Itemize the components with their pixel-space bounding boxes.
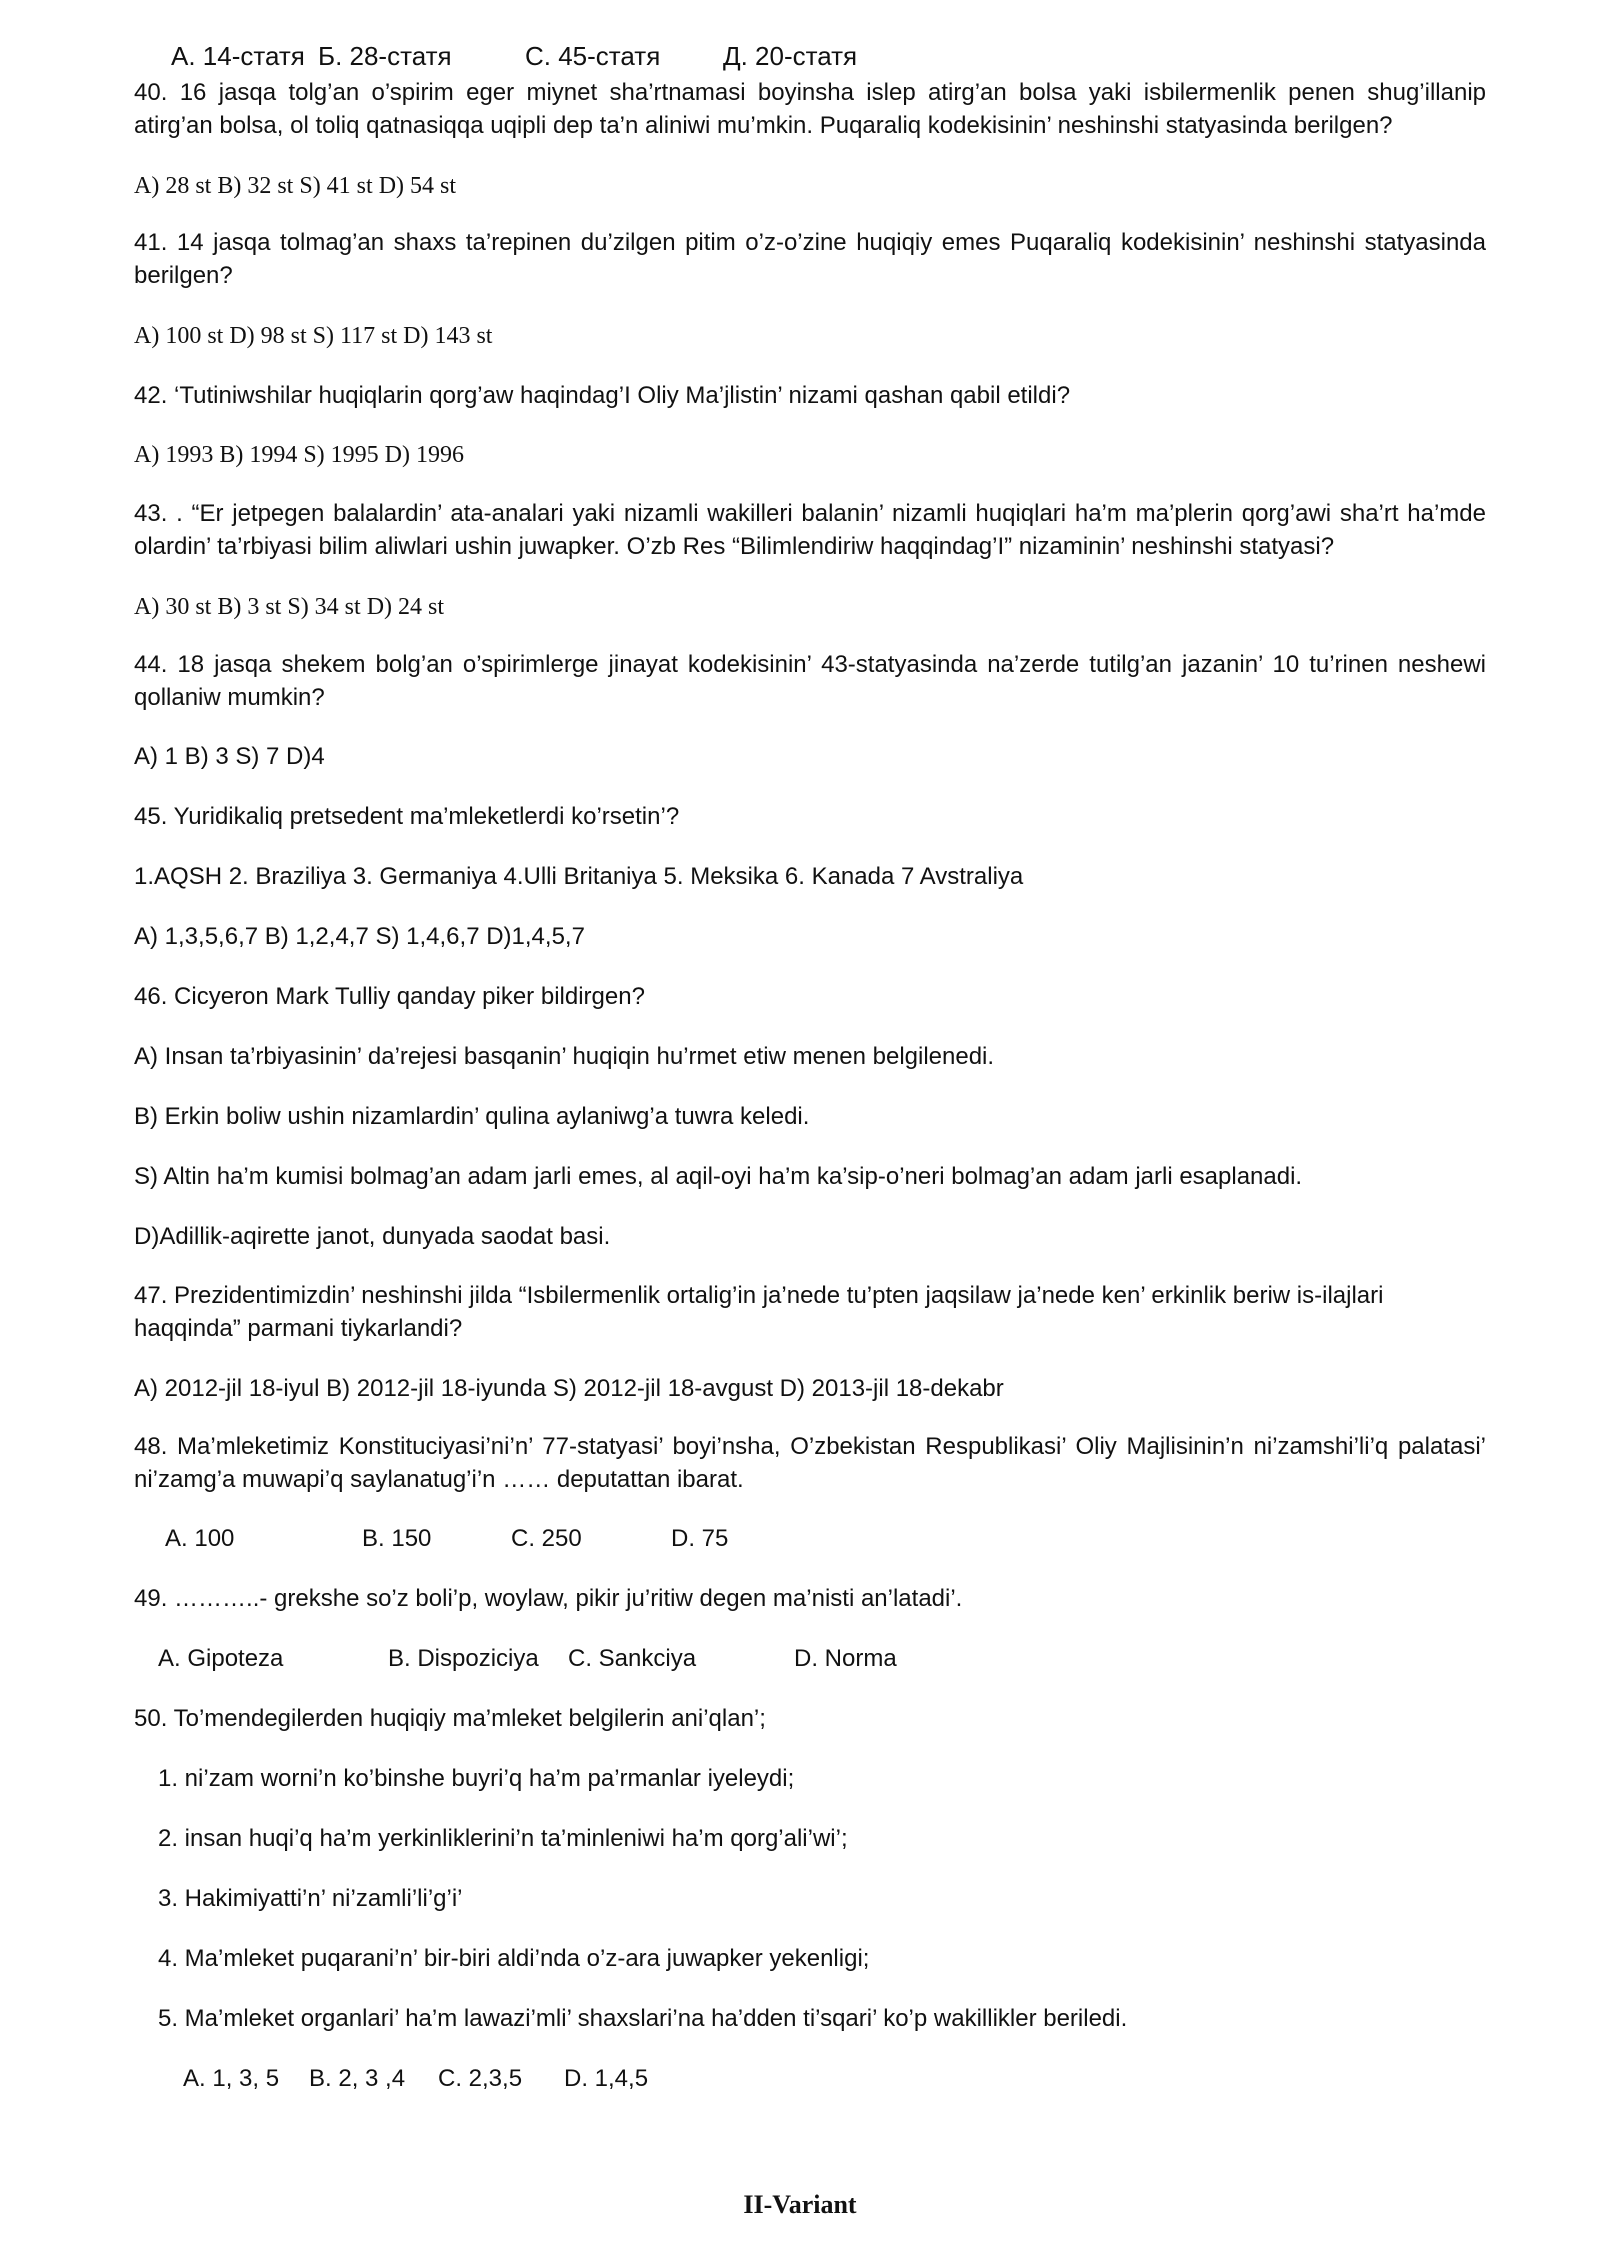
question-50-item-5: 5. Ma’mleket organlari’ ha’m lawazi’mli’ shaxslari’na ha’dden ti’sqari’ ko’p wakillikler beriledi. bbox=[158, 2005, 1128, 2032]
question-46-answer-s: S) Altin ha’m kumisi bolmag’an adam jarli emes, al aqil-oyi ha’m ka’sip-o’neri bolmag’an adam jarli esaplanadi. bbox=[134, 1163, 1303, 1190]
question-48-choice-b: B. 150 bbox=[362, 1525, 432, 1552]
question-48-choice-d: D. 75 bbox=[671, 1525, 729, 1552]
question-46-answer-a: A) Insan ta’rbiyasinin’ da’rejesi basqanin’ huqiqin hu’rmet etiw menen belgilenedi. bbox=[134, 1043, 995, 1070]
question-50-item-1: 1. ni’zam worni’n ko’binshe buyri’q ha’m pa’rmanlar iyeleydi; bbox=[158, 1765, 795, 1792]
question-41: 41. 14 jasqa tolmag’an shaxs ta’repinen du’zilgen pitim o’z-o’zine huqiqiy emes Puqaraliq kodekisinin’ neshinshi statyasinda berilgen? bbox=[134, 229, 1486, 289]
question-50-choice-b: B. 2, 3 ,4 bbox=[309, 2065, 406, 2092]
question-44-options: A) 1 B) 3 S) 7 D)4 bbox=[134, 743, 325, 770]
question-42: 42. ‘Tutiniwshilar huqiqlarin qorg’aw haqindag’I Oliy Ma’jlistin’ nizami qashan qabil etildi? bbox=[134, 382, 1071, 409]
question-50-choice-c: C. 2,3,5 bbox=[438, 2065, 523, 2092]
question-46-answer-b: B) Erkin boliw ushin nizamlardin’ qulina aylaniwg’a tuwra keledi. bbox=[134, 1103, 810, 1130]
question-41-options: A) 100 st D) 98 st S) 117 st D) 143 st bbox=[134, 323, 493, 349]
question-47-options: A) 2012-jil 18-iyul B) 2012-jil 18-iyunda S) 2012-jil 18-avgust D) 2013-jil 18-dekabr bbox=[134, 1375, 1004, 1402]
question-49-choice-b: B. Dispoziciya bbox=[388, 1645, 539, 1672]
question-50-choice-d: D. 1,4,5 bbox=[564, 2065, 649, 2092]
question-46: 46. Cicyeron Mark Tulliy qanday piker bildirgen? bbox=[134, 983, 645, 1010]
top-option-c: С. 45-статя bbox=[525, 41, 661, 71]
question-50-item-2: 2. insan huqi’q ha’m yerkinliklerini’n ta’minleniwi ha’m qorg’ali’wi’; bbox=[158, 1825, 848, 1852]
top-option-d: Д. 20-статя bbox=[723, 41, 858, 71]
question-42-options: A) 1993 B) 1994 S) 1995 D) 1996 bbox=[134, 442, 464, 468]
question-50: 50. To’mendegilerden huqiqiy ma’mleket belgilerin ani’qlan’; bbox=[134, 1705, 766, 1732]
question-48-choice-c: C. 250 bbox=[511, 1525, 582, 1552]
question-43-options: A) 30 st B) 3 st S) 34 st D) 24 st bbox=[134, 594, 445, 620]
question-49-choice-a: A. Gipoteza bbox=[158, 1645, 284, 1672]
top-option-b: Б. 28-статя bbox=[318, 41, 452, 71]
question-49-choice-d: D. Norma bbox=[794, 1645, 897, 1672]
top-option-a: А. 14-статя bbox=[171, 41, 305, 71]
question-45-options: A) 1,3,5,6,7 B) 1,2,4,7 S) 1,4,6,7 D)1,4,5,7 bbox=[134, 923, 585, 950]
question-40: 40. 16 jasqa tolg’an o’spirim eger miynet sha’rtnamasi boyinsha islep atirg’an bolsa yaki isbilermenlik penen shug’illanip atirg’an bolsa, ol toliq qatnasiqqa uqipli dep ta’n aliniwi mu’mkin. Puqaraliq kodekisinin’ neshinshi statyasinda berilgen? bbox=[134, 79, 1486, 139]
question-47: 47. Prezidentimizdin’ neshinshi jilda “Isbilermenlik ortalig’in ja’nede tu’pten jaqsilaw ja’nede ken’ erkinlik beriw is-ilajlari haqqinda” parmani tiykarlandi? bbox=[134, 1282, 1384, 1342]
question-43: 43. . “Er jetpegen balalardin’ ata-analari yaki nizamli wakilleri balanin’ nizamli huqiqlari ha’m ma’plerin qorg’awi sha’rt ha’mde olardin’ ta’rbiyasi bilim aliwlari ushin juwapker. O’zb Res “Bilimlendiriw haqqindag’I” nizaminin’ neshinshi statyasi? bbox=[134, 500, 1486, 560]
question-49-choice-c: C. Sankciya bbox=[568, 1645, 697, 1672]
question-48-choice-a: A. 100 bbox=[165, 1525, 235, 1552]
question-49: 49. ………..- grekshe so’z boli’p, woylaw, pikir ju’ritiw degen ma’nisti an’latadi’. bbox=[134, 1585, 963, 1612]
question-50-item-4: 4. Ma’mleket puqarani’n’ bir-biri aldi’nda o’z-ara juwapker yekenligi; bbox=[158, 1945, 870, 1972]
question-46-answer-d: D)Adillik-aqirette janot, dunyada saodat basi. bbox=[134, 1223, 611, 1250]
question-45-list: 1.AQSH 2. Braziliya 3. Germaniya 4.Ulli Britaniya 5. Meksika 6. Kanada 7 Avstraliya bbox=[134, 863, 1024, 890]
question-45: 45. Yuridikaliq pretsedent ma’mleketlerdi ko’rsetin’? bbox=[134, 803, 680, 830]
question-50-item-3: 3. Hakimiyatti’n’ ni’zamli’li’g’i’ bbox=[158, 1885, 463, 1912]
question-40-options: A) 28 st B) 32 st S) 41 st D) 54 st bbox=[134, 173, 457, 199]
question-50-choice-a: A. 1, 3, 5 bbox=[183, 2065, 280, 2092]
question-44: 44. 18 jasqa shekem bolg’an o’spirimlerge jinayat kodekisinin’ 43-statyasinda na’zerde tutilg’an jazanin’ 10 tu’rinen neshewi qollaniw mumkin? bbox=[134, 651, 1486, 711]
question-48: 48. Ma’mleketimiz Konstituciyasi’ni’n’ 77-statyasi’ boyi’nsha, O’zbekistan Respublikasi’ Oliy Majlisinin’n ni’zamshi’li’q palatasi’ ni’zamg’a muwapi’q saylanatug’i’n …… deputattan ibarat. bbox=[134, 1433, 1486, 1493]
variant-heading: II-Variant bbox=[743, 2190, 857, 2219]
